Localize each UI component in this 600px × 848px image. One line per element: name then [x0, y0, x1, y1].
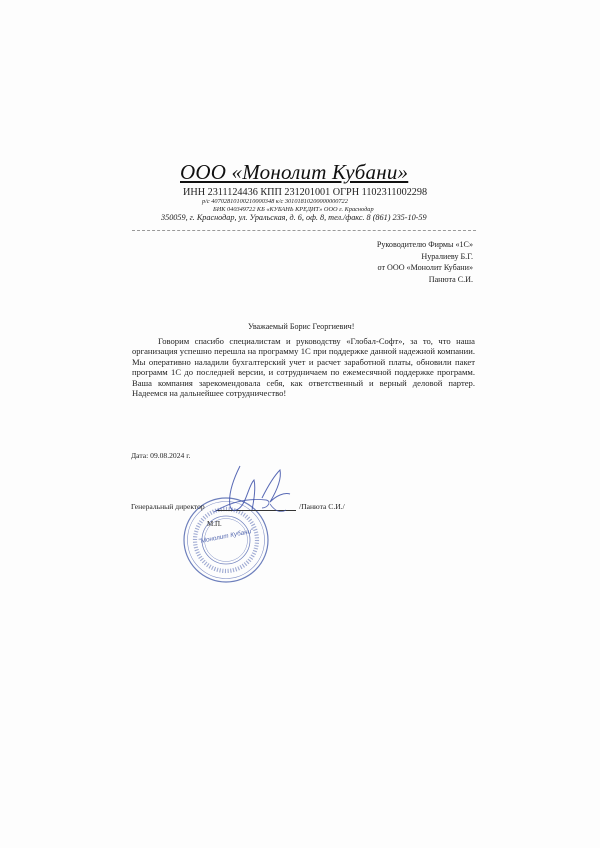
- seal-center-text: "Монолит Кубани": [197, 527, 255, 546]
- company-address: 350059, г. Краснодар, ул. Уральская, д. 6, оф. 8, тел./факс. 8 (861) 235-10-59: [161, 213, 427, 222]
- addressee-block: [377, 239, 473, 285]
- addressee-line: Руководителю Фирмы «1С»: [376, 240, 473, 249]
- bank-details-line-1: р/с 40702810100210000348 к/с 30101810200000000722: [202, 198, 348, 205]
- signatory-role: Генеральный директор: [131, 502, 205, 511]
- bank-details-line-2: БИК 040349722 КБ «КУБАНЬ КРЕДИТ» ООО г. Краснодар: [213, 206, 374, 213]
- signature-icon: [210, 458, 300, 528]
- handwritten-signature: [210, 458, 300, 528]
- salutation: Уважаемый Борис Георгиевич!: [248, 322, 355, 331]
- addressee-line: Нуралиеву Б.Г.: [421, 251, 473, 261]
- addressee-line: Панюта С.И.: [428, 274, 473, 284]
- stamp-place-label: М.П.: [207, 520, 222, 528]
- signatory-name: /Панюта С.И./: [299, 502, 345, 511]
- company-ids: ИНН 2311124436 КПП 231201001 ОГРН 1102311002298: [183, 187, 428, 198]
- letterhead-divider: [132, 230, 476, 231]
- addressee-line: от ООО «Монолит Кубани»: [377, 263, 473, 273]
- letter-body: Говорим спасибо специалистам и руководству «Глобал-Софт», за то, что наша организация успешно перешла на программу 1С при поддержке данной надежной компании. Мы оперативно наладили бухгалтерский учет и расчет заработной платы, обновили пакет программ 1С до последней версии, и сотрудничаем по ежемесячной поддержке программ. Ваша компания зарекомендовала себя, как ответственный и верный деловой партер. Надеемся на дальнейшее сотрудничество!: [132, 336, 475, 399]
- company-title: ООО «Монолит Кубани»: [180, 160, 409, 184]
- letter-date: Дата: 09.08.2024 г.: [131, 451, 191, 460]
